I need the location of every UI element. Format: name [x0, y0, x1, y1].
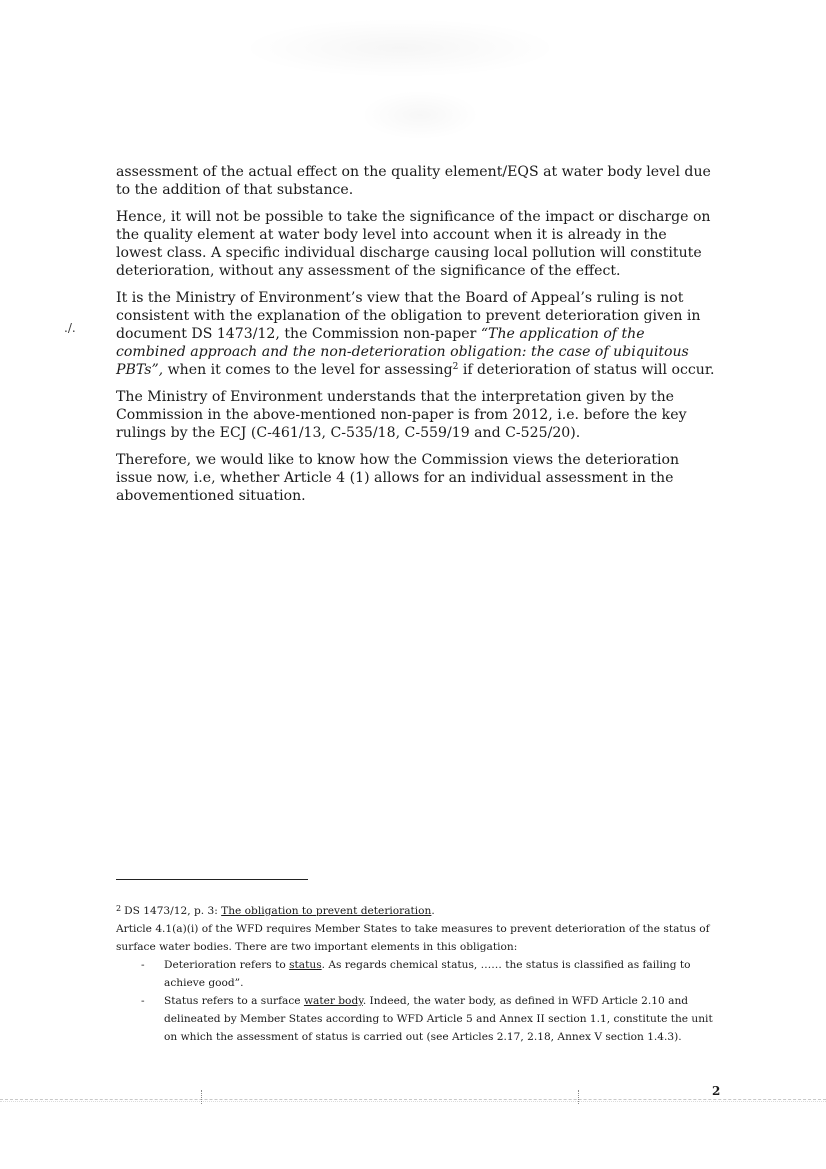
page-number: 2 — [712, 1084, 721, 1098]
paper-title: “The application of the combined approach and the non-deterioration obligation: the case of ubiquitous PBTs”, — [116, 326, 689, 378]
bullet-text: . As regards chemical status, …… the status is classified as failing to achieve good”. — [164, 959, 691, 989]
footnote-list — [116, 956, 722, 1046]
bullet-underlined: status — [289, 959, 322, 971]
paragraph-3-text: It is the Ministry of Environment’s view that the Board of Appeal’s ruling is not consistent with the explanation of the obligation to prevent deterioration given in document DS 1473/12, the Commission non-paper — [116, 290, 701, 342]
paragraph-3 — [116, 289, 716, 379]
scan-tick-mark — [201, 1090, 204, 1104]
list-item — [116, 992, 722, 1046]
paragraph-4: The Ministry of Environment understands that the interpretation given by the Commission in the above-mentioned non-paper is from 2012, i.e. before the key rulings by the ECJ (C-461/13, C-535/18, C-559/19 and C-525/20). — [116, 389, 687, 441]
paragraph-3-text: if deterioration of status will occur. — [458, 362, 715, 378]
bullet-dash: - — [141, 959, 145, 971]
bullet-text: . Indeed, the water body, as defined in WFD Article 2.10 and delineated by Member States according to WFD Article 5 and Annex II section 1.1, constitute the unit on which the assessment of status is carried out (see Articles 2.17, 2.18, Annex V section 1.4.3). — [164, 995, 713, 1043]
paragraph-5: Therefore, we would like to know how the Commission views the deterioration issue now, i.e, whether Article 4 (1) allows for an individual assessment in the abovementioned situation. — [116, 452, 680, 504]
paragraph-1: assessment of the actual effect on the quality element/EQS at water body level due to the addition of that substance. — [116, 164, 711, 198]
bullet-underlined: water body — [303, 995, 363, 1007]
footnote-title-suffix: . — [431, 905, 435, 917]
footnote — [116, 902, 722, 1046]
footnote-number: 2 — [116, 904, 122, 913]
paragraph-3-text: when it comes to the level for assessing — [163, 362, 453, 378]
scan-tick-mark — [578, 1090, 581, 1104]
margin-annotation: ./. — [64, 321, 76, 335]
bullet-dash: - — [141, 995, 145, 1007]
footnote-reference[interactable]: 2 — [452, 362, 459, 372]
scan-artifact — [360, 90, 480, 140]
bullet-text: Status refers to a surface — [164, 995, 304, 1007]
footnote-title — [116, 902, 722, 920]
footnote-title-prefix: DS 1473/12, p. 3: — [124, 905, 222, 917]
document-body — [116, 163, 716, 514]
footnote-title-underlined: The obligation to prevent deterioration — [221, 905, 432, 917]
scan-artifact — [240, 18, 560, 78]
footnote-intro: Article 4.1(a)(i) of the WFD requires Member States to take measures to prevent deterioration of the status of surface water bodies. There are two important elements in this obligation: — [116, 923, 710, 953]
list-item — [116, 956, 722, 992]
footnote-separator — [116, 879, 308, 880]
bullet-text: Deterioration refers to — [164, 959, 290, 971]
footer-divider — [0, 1101, 826, 1102]
footer-divider — [0, 1099, 826, 1100]
paragraph-2: Hence, it will not be possible to take the significance of the impact or discharge on the quality element at water body level into account when it is already in the lowest class. A specific individual discharge causing local pollution will constitute deterioration, without any assessment of the significance of the effect. — [116, 209, 711, 279]
